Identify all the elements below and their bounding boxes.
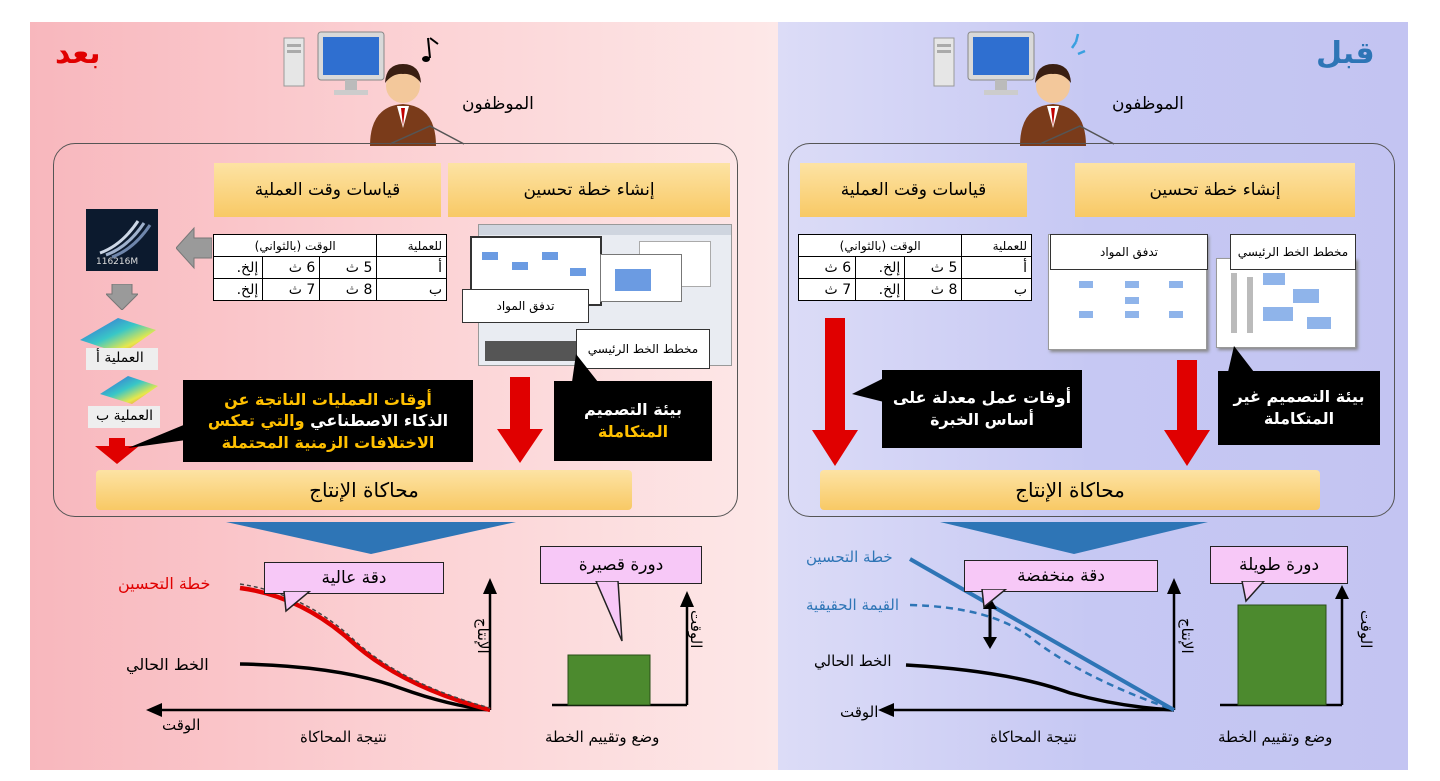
before-speech-tail xyxy=(1040,124,1120,146)
table-header-row xyxy=(799,235,1032,257)
callout-pointer xyxy=(852,376,884,404)
after-cycle-box: دورة قصيرة xyxy=(540,546,702,584)
actual-value-curve xyxy=(240,584,490,708)
before-accuracy-box: دقة منخفضة xyxy=(964,560,1158,592)
callout-text: الاختلافات الزمنية المحتملة xyxy=(221,432,435,452)
callout-text: الذكاء الاصطناعي xyxy=(304,411,449,431)
red-down-arrow-icon xyxy=(497,377,543,463)
axis-arrowhead xyxy=(483,578,497,594)
table-cell: 8 ث xyxy=(905,279,962,301)
table-cell: 8 ث xyxy=(320,279,377,301)
callout-pointer xyxy=(128,418,186,450)
before-layout-doc xyxy=(1216,258,1356,348)
callout-pointer xyxy=(1226,346,1256,374)
grey-left-arrow-icon xyxy=(176,226,212,270)
before-material-flow-label: تدفق المواد xyxy=(1050,234,1208,270)
heatmap-process-b-image xyxy=(98,372,160,406)
after-callout-integrated-env xyxy=(554,381,712,461)
after-accuracy-box: دقة عالية xyxy=(264,562,444,594)
table-row xyxy=(799,279,1032,301)
axis-arrowhead xyxy=(1335,585,1349,599)
table-header-time: الوقت (بالثواني) xyxy=(799,235,962,257)
after-title: بعد xyxy=(55,36,101,71)
table-cell: 7 ث xyxy=(799,279,856,301)
table-cell: إلخ. xyxy=(214,257,263,279)
before-callout-non-integrated-env xyxy=(1218,371,1380,445)
callout-text: بيئة التصميم xyxy=(584,400,682,420)
after-callout-ai-times xyxy=(183,380,473,462)
device-model-label: 116216M xyxy=(96,257,139,267)
before-simulation-bar: محاكاة الإنتاج xyxy=(820,470,1320,510)
table-cell: ب xyxy=(377,279,447,301)
table-header-process: للعملية xyxy=(377,235,447,257)
table-cell: إلخ. xyxy=(856,279,905,301)
cycle-bar xyxy=(1238,605,1326,705)
process-b-label: العملية ب xyxy=(96,408,153,424)
table-cell: 6 ث xyxy=(799,257,856,279)
table-cell: 5 ث xyxy=(905,257,962,279)
callout-text: المتكاملة xyxy=(1263,409,1335,428)
callout-text: والتي تعكس xyxy=(207,411,305,431)
after-cycle-measure-header: قياسات وقت العملية xyxy=(214,163,441,217)
process-a-label: العملية أ xyxy=(96,350,144,366)
table-cell: أ xyxy=(962,257,1032,279)
before-actual-curve-label: القيمة الحقيقية xyxy=(806,596,900,614)
after-plan-curve-label: خطة التحسين xyxy=(118,574,211,593)
before-plan-eval-chart xyxy=(1210,585,1370,715)
table-header-time: الوقت (بالثواني) xyxy=(214,235,377,257)
axis-arrowhead xyxy=(878,703,894,717)
actual-value-curve xyxy=(910,605,1174,710)
before-improvement-plan-header: إنشاء خطة تحسين xyxy=(1075,163,1355,217)
after-master-plan-label: مخطط الخط الرئيسي xyxy=(576,329,710,369)
table-cell: إلخ. xyxy=(856,257,905,279)
axis-arrowhead xyxy=(146,703,162,717)
callout-text: أوقات عمل معدلة على xyxy=(892,388,1072,408)
after-material-flow-label: تدفق المواد xyxy=(462,289,589,323)
table-cell: 7 ث xyxy=(263,279,320,301)
after-axis-output-label: الإنتاج xyxy=(474,618,492,654)
after-cycle-time-table xyxy=(213,234,447,301)
callout-text: المتكاملة xyxy=(597,422,669,441)
current-line-curve xyxy=(240,664,490,710)
after-simulation-bar: محاكاة الإنتاج xyxy=(96,470,632,510)
callout-pointer xyxy=(570,354,600,384)
before-axis-time-vertical: الوقت xyxy=(1357,610,1375,649)
before-employee-label: الموظفون xyxy=(1112,94,1184,114)
before-axis-output-label: الإنتاج xyxy=(1178,618,1196,654)
cycle-bar xyxy=(568,655,650,705)
before-cycle-time-table xyxy=(798,234,1032,301)
callout-text: أوقات العمليات الناتجة عن xyxy=(224,389,432,409)
after-axis-time-vertical: الوقت xyxy=(687,610,705,649)
table-row xyxy=(214,257,447,279)
after-current-curve-label: الخط الحالي xyxy=(126,655,209,674)
before-cycle-measure-header: قياسات وقت العملية xyxy=(800,163,1027,217)
table-cell: أ xyxy=(377,257,447,279)
callout-pointer xyxy=(280,591,316,613)
axis-arrowhead xyxy=(1167,578,1181,594)
callout-pointer xyxy=(980,589,1010,609)
before-axis-time-label: الوقت xyxy=(840,703,879,721)
after-chevron-down-icon xyxy=(226,522,516,554)
red-down-arrow-icon xyxy=(1164,360,1210,466)
after-improvement-plan-header: إنشاء خطة تحسين xyxy=(448,163,730,217)
table-cell: ب xyxy=(962,279,1032,301)
after-plan-eval-label: وضع وتقييم الخطة xyxy=(545,728,660,746)
grey-down-arrow-icon xyxy=(106,284,138,310)
before-master-plan-label: مخطط الخط الرئيسي xyxy=(1230,234,1356,270)
axis-arrowhead xyxy=(680,591,694,607)
before-callout-experience xyxy=(882,370,1082,448)
before-sim-result-label: نتيجة المحاكاة xyxy=(990,728,1077,746)
callout-text: بيئة التصميم غير xyxy=(1233,387,1365,407)
before-cycle-box: دورة طويلة xyxy=(1210,546,1348,584)
callout-text: أساس الخبرة xyxy=(930,410,1034,429)
callout-pointer xyxy=(1240,581,1268,603)
table-header-process: للعملية xyxy=(962,235,1032,257)
table-cell: 6 ث xyxy=(263,257,320,279)
table-cell: 5 ث xyxy=(320,257,377,279)
after-speech-tail xyxy=(390,124,470,146)
before-title: قبل xyxy=(1316,36,1375,71)
layout-window xyxy=(600,254,682,302)
table-cell: إلخ. xyxy=(214,279,263,301)
after-axis-time-label: الوقت xyxy=(162,716,201,734)
before-plan-eval-label: وضع وتقييم الخطة xyxy=(1218,728,1333,746)
before-plan-curve-label: خطة التحسين xyxy=(806,548,893,566)
table-row xyxy=(214,279,447,301)
after-employee-label: الموظفون xyxy=(462,94,534,114)
table-row xyxy=(799,257,1032,279)
after-sim-result-label: نتيجة المحاكاة xyxy=(300,728,387,746)
before-current-curve-label: الخط الحالي xyxy=(814,652,892,670)
callout-pointer xyxy=(590,581,630,643)
table-header-row xyxy=(214,235,447,257)
